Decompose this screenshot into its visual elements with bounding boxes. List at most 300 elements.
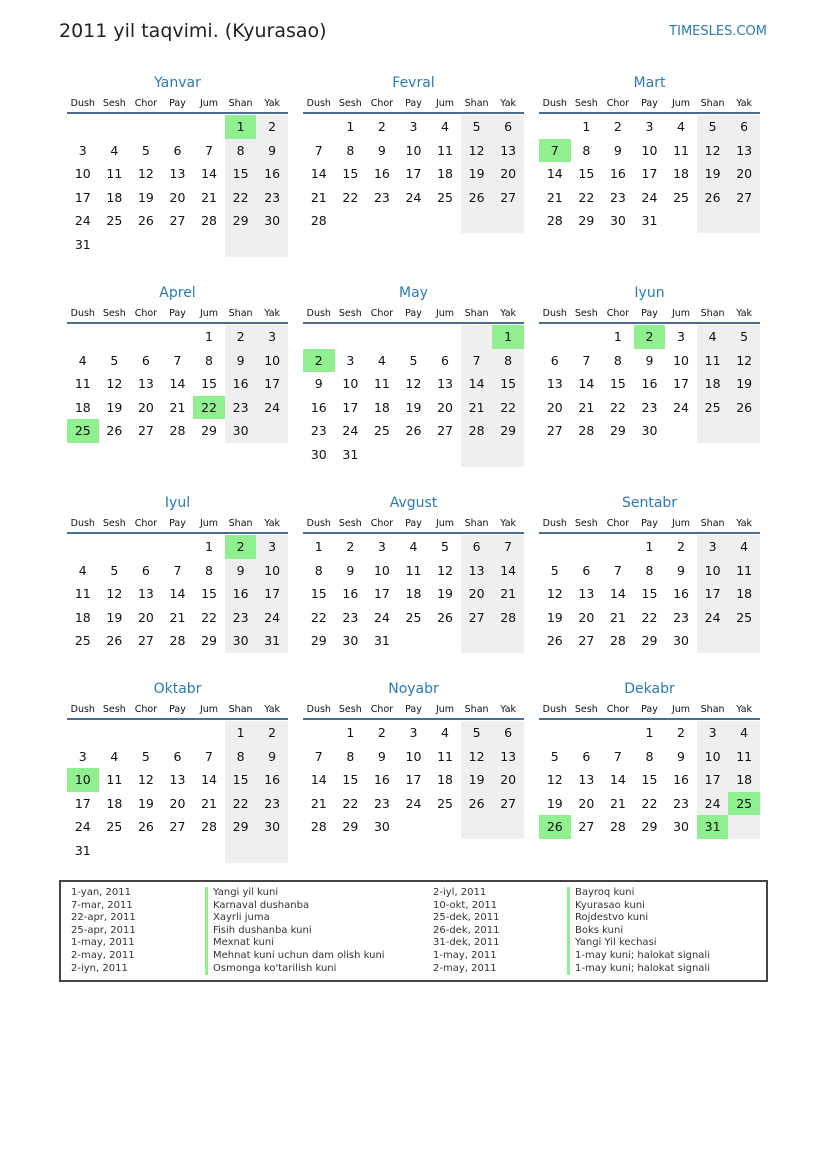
day-cell[interactable]: 3: [409, 119, 418, 134]
day-cell[interactable]: 23: [256, 792, 288, 816]
day-cell[interactable]: 2: [225, 325, 257, 349]
day-cell[interactable]: 21: [609, 609, 626, 625]
day-cell[interactable]: 27: [578, 633, 595, 649]
day-cell[interactable]: 14: [609, 586, 626, 602]
day-cell[interactable]: 27: [169, 213, 186, 229]
day-cell[interactable]: 21: [310, 189, 327, 205]
day-cell[interactable]: 18: [728, 768, 760, 792]
day-cell[interactable]: 13: [169, 772, 186, 788]
day-cell[interactable]: 10: [697, 745, 729, 769]
day-cell[interactable]: 10: [342, 376, 359, 392]
holiday-day-cell[interactable]: 2: [634, 325, 666, 349]
day-cell[interactable]: 29: [225, 815, 257, 839]
day-cell[interactable]: 30: [342, 633, 359, 649]
day-cell[interactable]: 31: [342, 446, 359, 462]
day-cell[interactable]: 20: [492, 768, 524, 792]
day-cell[interactable]: 11: [728, 559, 760, 583]
day-cell[interactable]: 20: [437, 399, 453, 415]
day-cell[interactable]: 12: [546, 586, 563, 602]
day-cell[interactable]: 5: [141, 748, 150, 764]
day-cell[interactable]: 7: [613, 748, 622, 764]
day-cell[interactable]: 23: [373, 189, 390, 205]
holiday-day-cell[interactable]: 7: [539, 139, 571, 163]
day-cell[interactable]: 19: [546, 609, 563, 625]
day-cell[interactable]: 26: [728, 396, 760, 420]
day-cell[interactable]: 2: [613, 119, 622, 134]
day-cell[interactable]: 29: [342, 819, 359, 835]
day-cell[interactable]: 6: [492, 115, 524, 139]
day-cell[interactable]: 4: [110, 142, 119, 158]
day-cell[interactable]: 27: [728, 186, 760, 210]
day-cell[interactable]: 7: [492, 535, 524, 559]
day-cell[interactable]: 18: [74, 609, 91, 625]
day-cell[interactable]: 9: [677, 562, 685, 578]
day-cell[interactable]: 11: [106, 166, 123, 182]
day-cell[interactable]: 3: [78, 142, 87, 158]
day-cell[interactable]: 14: [609, 772, 626, 788]
day-cell[interactable]: 15: [225, 768, 257, 792]
day-cell[interactable]: 29: [310, 633, 327, 649]
day-cell[interactable]: 5: [461, 115, 493, 139]
day-cell[interactable]: 4: [78, 352, 87, 368]
day-cell[interactable]: 8: [582, 142, 591, 158]
day-cell[interactable]: 28: [201, 819, 217, 835]
day-cell[interactable]: 17: [342, 399, 359, 415]
day-cell[interactable]: 29: [492, 419, 524, 443]
day-cell[interactable]: 1: [205, 539, 213, 554]
day-cell[interactable]: 28: [609, 819, 626, 835]
day-cell[interactable]: 24: [256, 606, 288, 630]
day-cell[interactable]: 21: [546, 189, 563, 205]
day-cell[interactable]: 29: [578, 213, 595, 229]
day-cell[interactable]: 21: [310, 795, 327, 811]
day-cell[interactable]: 12: [137, 166, 154, 182]
day-cell[interactable]: 14: [201, 166, 217, 182]
day-cell[interactable]: 26: [461, 186, 493, 210]
day-cell[interactable]: 9: [613, 142, 622, 158]
day-cell[interactable]: 13: [492, 745, 524, 769]
day-cell[interactable]: 24: [673, 399, 689, 415]
day-cell[interactable]: 29: [201, 633, 217, 649]
day-cell[interactable]: 12: [437, 562, 453, 578]
day-cell[interactable]: 18: [697, 372, 729, 396]
day-cell[interactable]: 21: [461, 396, 493, 420]
day-cell[interactable]: 19: [728, 372, 760, 396]
day-cell[interactable]: 9: [225, 349, 257, 373]
day-cell[interactable]: 25: [673, 189, 689, 205]
day-cell[interactable]: 18: [106, 189, 123, 205]
day-cell[interactable]: 24: [405, 189, 422, 205]
holiday-day-cell[interactable]: 1: [225, 115, 257, 139]
day-cell[interactable]: 20: [546, 399, 563, 415]
day-cell[interactable]: 24: [697, 792, 729, 816]
day-cell[interactable]: 16: [310, 399, 327, 415]
day-cell[interactable]: 10: [256, 559, 288, 583]
day-cell[interactable]: 21: [492, 582, 524, 606]
day-cell[interactable]: 9: [256, 745, 288, 769]
day-cell[interactable]: 14: [169, 376, 186, 392]
day-cell[interactable]: 1: [582, 119, 591, 134]
day-cell[interactable]: 24: [74, 819, 91, 835]
day-cell[interactable]: 30: [641, 423, 658, 439]
day-cell[interactable]: 17: [405, 166, 422, 182]
day-cell[interactable]: 8: [346, 748, 355, 764]
day-cell[interactable]: 7: [613, 562, 622, 578]
day-cell[interactable]: 10: [697, 559, 729, 583]
day-cell[interactable]: 23: [310, 423, 327, 439]
day-cell[interactable]: 1: [346, 725, 355, 740]
day-cell[interactable]: 8: [613, 352, 622, 368]
day-cell[interactable]: 18: [106, 795, 123, 811]
day-cell[interactable]: 6: [492, 721, 524, 745]
day-cell[interactable]: 21: [578, 399, 595, 415]
day-cell[interactable]: 27: [137, 423, 154, 439]
day-cell[interactable]: 21: [201, 795, 217, 811]
day-cell[interactable]: 29: [641, 819, 658, 835]
day-cell[interactable]: 12: [546, 772, 563, 788]
day-cell[interactable]: 5: [697, 115, 729, 139]
day-cell[interactable]: 12: [106, 376, 123, 392]
day-cell[interactable]: 17: [373, 586, 390, 602]
day-cell[interactable]: 14: [169, 586, 186, 602]
day-cell[interactable]: 18: [673, 166, 689, 182]
day-cell[interactable]: 14: [492, 559, 524, 583]
day-cell[interactable]: 24: [405, 795, 422, 811]
day-cell[interactable]: 20: [169, 795, 186, 811]
day-cell[interactable]: 18: [74, 399, 91, 415]
holiday-day-cell[interactable]: 31: [697, 815, 729, 839]
day-cell[interactable]: 19: [461, 768, 493, 792]
day-cell[interactable]: 15: [609, 376, 626, 392]
day-cell[interactable]: 15: [641, 772, 658, 788]
day-cell[interactable]: 13: [728, 139, 760, 163]
day-cell[interactable]: 11: [673, 142, 689, 158]
day-cell[interactable]: 25: [697, 396, 729, 420]
day-cell[interactable]: 16: [342, 586, 359, 602]
day-cell[interactable]: 25: [373, 423, 390, 439]
day-cell[interactable]: 14: [201, 772, 217, 788]
day-cell[interactable]: 8: [645, 562, 654, 578]
day-cell[interactable]: 6: [173, 748, 182, 764]
day-cell[interactable]: 16: [673, 772, 689, 788]
day-cell[interactable]: 23: [373, 795, 390, 811]
day-cell[interactable]: 24: [697, 606, 729, 630]
day-cell[interactable]: 29: [641, 633, 658, 649]
day-cell[interactable]: 22: [641, 609, 658, 625]
day-cell[interactable]: 3: [697, 535, 729, 559]
day-cell[interactable]: 24: [256, 396, 288, 420]
day-cell[interactable]: 13: [578, 586, 595, 602]
day-cell[interactable]: 18: [405, 586, 422, 602]
day-cell[interactable]: 22: [578, 189, 595, 205]
day-cell[interactable]: 7: [314, 142, 323, 158]
day-cell[interactable]: 13: [137, 376, 154, 392]
day-cell[interactable]: 16: [609, 166, 626, 182]
day-cell[interactable]: 7: [173, 352, 182, 368]
day-cell[interactable]: 18: [437, 772, 453, 788]
day-cell[interactable]: 9: [377, 142, 386, 158]
day-cell[interactable]: 10: [256, 349, 288, 373]
day-cell[interactable]: 5: [141, 142, 150, 158]
day-cell[interactable]: 8: [205, 562, 213, 578]
day-cell[interactable]: 12: [461, 139, 493, 163]
day-cell[interactable]: 23: [256, 186, 288, 210]
day-cell[interactable]: 21: [609, 795, 626, 811]
day-cell[interactable]: 6: [582, 562, 591, 578]
day-cell[interactable]: 26: [106, 423, 123, 439]
day-cell[interactable]: 17: [673, 376, 689, 392]
site-link[interactable]: TIMESLES.COM: [669, 24, 767, 39]
day-cell[interactable]: 28: [201, 213, 217, 229]
day-cell[interactable]: 8: [225, 139, 257, 163]
day-cell[interactable]: 14: [310, 166, 327, 182]
day-cell[interactable]: 5: [461, 721, 493, 745]
day-cell[interactable]: 29: [201, 423, 217, 439]
day-cell[interactable]: 15: [225, 162, 257, 186]
day-cell[interactable]: 11: [373, 376, 390, 392]
day-cell[interactable]: 6: [441, 352, 449, 368]
day-cell[interactable]: 26: [461, 792, 493, 816]
day-cell[interactable]: 30: [310, 446, 327, 462]
day-cell[interactable]: 27: [492, 186, 524, 210]
day-cell[interactable]: 19: [437, 586, 453, 602]
day-cell[interactable]: 2: [256, 115, 288, 139]
day-cell[interactable]: 17: [256, 372, 288, 396]
day-cell[interactable]: 15: [492, 372, 524, 396]
day-cell[interactable]: 29: [225, 209, 257, 233]
day-cell[interactable]: 18: [437, 166, 453, 182]
day-cell[interactable]: 9: [677, 748, 685, 764]
day-cell[interactable]: 2: [256, 721, 288, 745]
day-cell[interactable]: 19: [137, 795, 154, 811]
day-cell[interactable]: 2: [377, 725, 386, 740]
day-cell[interactable]: 31: [641, 213, 658, 229]
day-cell[interactable]: 23: [225, 396, 257, 420]
day-cell[interactable]: 3: [645, 119, 654, 134]
day-cell[interactable]: 3: [409, 725, 418, 740]
day-cell[interactable]: 27: [137, 633, 154, 649]
day-cell[interactable]: 17: [697, 768, 729, 792]
day-cell[interactable]: 21: [201, 189, 217, 205]
day-cell[interactable]: 5: [409, 352, 418, 368]
day-cell[interactable]: 26: [137, 819, 154, 835]
day-cell[interactable]: 19: [405, 399, 422, 415]
day-cell[interactable]: 2: [677, 725, 685, 740]
day-cell[interactable]: 5: [550, 748, 559, 764]
day-cell[interactable]: 16: [225, 372, 257, 396]
day-cell[interactable]: 28: [609, 633, 626, 649]
day-cell[interactable]: 4: [78, 562, 87, 578]
day-cell[interactable]: 11: [74, 586, 91, 602]
day-cell[interactable]: 25: [437, 189, 453, 205]
day-cell[interactable]: 19: [546, 795, 563, 811]
day-cell[interactable]: 1: [205, 329, 213, 344]
day-cell[interactable]: 1: [346, 119, 355, 134]
day-cell[interactable]: 10: [74, 166, 91, 182]
day-cell[interactable]: 28: [578, 423, 595, 439]
day-cell[interactable]: 30: [256, 209, 288, 233]
day-cell[interactable]: 28: [492, 606, 524, 630]
day-cell[interactable]: 6: [461, 535, 493, 559]
day-cell[interactable]: 13: [492, 139, 524, 163]
day-cell[interactable]: 27: [437, 423, 453, 439]
day-cell[interactable]: 15: [342, 166, 359, 182]
day-cell[interactable]: 7: [314, 748, 323, 764]
day-cell[interactable]: 11: [437, 748, 453, 764]
day-cell[interactable]: 8: [645, 748, 654, 764]
day-cell[interactable]: 22: [225, 186, 257, 210]
day-cell[interactable]: 27: [461, 606, 493, 630]
day-cell[interactable]: 3: [256, 325, 288, 349]
holiday-day-cell[interactable]: 2: [225, 535, 257, 559]
day-cell[interactable]: 11: [106, 772, 123, 788]
day-cell[interactable]: 9: [225, 559, 257, 583]
day-cell[interactable]: 25: [728, 606, 760, 630]
day-cell[interactable]: 16: [673, 586, 689, 602]
day-cell[interactable]: 1: [613, 329, 622, 344]
day-cell[interactable]: 9: [256, 139, 288, 163]
day-cell[interactable]: 3: [346, 352, 355, 368]
day-cell[interactable]: 27: [169, 819, 186, 835]
day-cell[interactable]: 3: [256, 535, 288, 559]
day-cell[interactable]: 4: [677, 119, 685, 134]
day-cell[interactable]: 20: [137, 399, 154, 415]
day-cell[interactable]: 22: [225, 792, 257, 816]
day-cell[interactable]: 7: [582, 352, 591, 368]
day-cell[interactable]: 2: [346, 539, 355, 554]
day-cell[interactable]: 31: [74, 842, 91, 858]
day-cell[interactable]: 22: [310, 609, 327, 625]
day-cell[interactable]: 26: [546, 633, 563, 649]
day-cell[interactable]: 14: [546, 166, 563, 182]
day-cell[interactable]: 20: [137, 609, 154, 625]
day-cell[interactable]: 4: [377, 352, 386, 368]
day-cell[interactable]: 24: [342, 423, 359, 439]
day-cell[interactable]: 31: [74, 236, 91, 252]
day-cell[interactable]: 28: [310, 213, 327, 229]
day-cell[interactable]: 6: [582, 748, 591, 764]
day-cell[interactable]: 11: [74, 376, 91, 392]
day-cell[interactable]: 5: [441, 539, 449, 554]
day-cell[interactable]: 16: [373, 166, 390, 182]
day-cell[interactable]: 30: [673, 633, 689, 649]
day-cell[interactable]: 28: [461, 419, 493, 443]
day-cell[interactable]: 4: [728, 721, 760, 745]
day-cell[interactable]: 13: [546, 376, 563, 392]
holiday-day-cell[interactable]: 1: [492, 325, 524, 349]
day-cell[interactable]: 23: [609, 189, 626, 205]
day-cell[interactable]: 4: [409, 539, 418, 554]
day-cell[interactable]: 15: [641, 586, 658, 602]
day-cell[interactable]: 26: [437, 609, 453, 625]
day-cell[interactable]: 17: [405, 772, 422, 788]
day-cell[interactable]: 8: [346, 142, 355, 158]
day-cell[interactable]: 25: [106, 213, 123, 229]
day-cell[interactable]: 3: [377, 539, 386, 554]
day-cell[interactable]: 16: [256, 162, 288, 186]
day-cell[interactable]: 8: [492, 349, 524, 373]
day-cell[interactable]: 10: [405, 748, 422, 764]
day-cell[interactable]: 15: [342, 772, 359, 788]
day-cell[interactable]: 18: [728, 582, 760, 606]
day-cell[interactable]: 27: [578, 819, 595, 835]
day-cell[interactable]: 20: [169, 189, 186, 205]
day-cell[interactable]: 31: [256, 629, 288, 653]
day-cell[interactable]: 17: [74, 189, 91, 205]
holiday-day-cell[interactable]: 25: [728, 792, 760, 816]
day-cell[interactable]: 14: [310, 772, 327, 788]
day-cell[interactable]: 31: [373, 633, 390, 649]
day-cell[interactable]: 12: [697, 139, 729, 163]
day-cell[interactable]: 22: [342, 795, 359, 811]
day-cell[interactable]: 6: [728, 115, 760, 139]
day-cell[interactable]: 5: [550, 562, 559, 578]
day-cell[interactable]: 22: [609, 399, 626, 415]
day-cell[interactable]: 5: [110, 562, 119, 578]
day-cell[interactable]: 19: [137, 189, 154, 205]
day-cell[interactable]: 20: [578, 609, 595, 625]
day-cell[interactable]: 27: [492, 792, 524, 816]
day-cell[interactable]: 12: [461, 745, 493, 769]
day-cell[interactable]: 25: [74, 633, 91, 649]
day-cell[interactable]: 17: [697, 582, 729, 606]
day-cell[interactable]: 29: [609, 423, 626, 439]
day-cell[interactable]: 10: [405, 142, 422, 158]
day-cell[interactable]: 7: [205, 748, 213, 764]
holiday-day-cell[interactable]: 2: [303, 349, 335, 373]
day-cell[interactable]: 20: [461, 582, 493, 606]
day-cell[interactable]: 26: [697, 186, 729, 210]
day-cell[interactable]: 20: [492, 162, 524, 186]
day-cell[interactable]: 10: [641, 142, 658, 158]
day-cell[interactable]: 8: [314, 562, 323, 578]
day-cell[interactable]: 3: [677, 329, 685, 344]
day-cell[interactable]: 30: [225, 629, 257, 653]
day-cell[interactable]: 13: [169, 166, 186, 182]
day-cell[interactable]: 7: [205, 142, 213, 158]
day-cell[interactable]: 23: [673, 795, 689, 811]
day-cell[interactable]: 11: [728, 745, 760, 769]
day-cell[interactable]: 25: [437, 795, 453, 811]
day-cell[interactable]: 10: [673, 352, 689, 368]
day-cell[interactable]: 30: [373, 819, 390, 835]
day-cell[interactable]: 1: [645, 539, 654, 554]
day-cell[interactable]: 19: [697, 162, 729, 186]
day-cell[interactable]: 1: [645, 725, 654, 740]
day-cell[interactable]: 28: [546, 213, 563, 229]
day-cell[interactable]: 30: [225, 419, 257, 443]
day-cell[interactable]: 28: [169, 423, 186, 439]
day-cell[interactable]: 13: [437, 376, 453, 392]
day-cell[interactable]: 12: [728, 349, 760, 373]
day-cell[interactable]: 11: [405, 562, 422, 578]
day-cell[interactable]: 26: [106, 633, 123, 649]
day-cell[interactable]: 13: [461, 559, 493, 583]
day-cell[interactable]: 17: [641, 166, 658, 182]
day-cell[interactable]: 17: [74, 795, 91, 811]
day-cell[interactable]: 25: [106, 819, 123, 835]
day-cell[interactable]: 30: [673, 819, 689, 835]
holiday-day-cell[interactable]: 22: [193, 396, 225, 420]
day-cell[interactable]: 22: [492, 396, 524, 420]
day-cell[interactable]: 24: [373, 609, 390, 625]
day-cell[interactable]: 21: [169, 399, 186, 415]
day-cell[interactable]: 5: [728, 325, 760, 349]
day-cell[interactable]: 15: [201, 376, 217, 392]
day-cell[interactable]: 9: [377, 748, 386, 764]
day-cell[interactable]: 6: [141, 562, 150, 578]
day-cell[interactable]: 1: [314, 539, 323, 554]
